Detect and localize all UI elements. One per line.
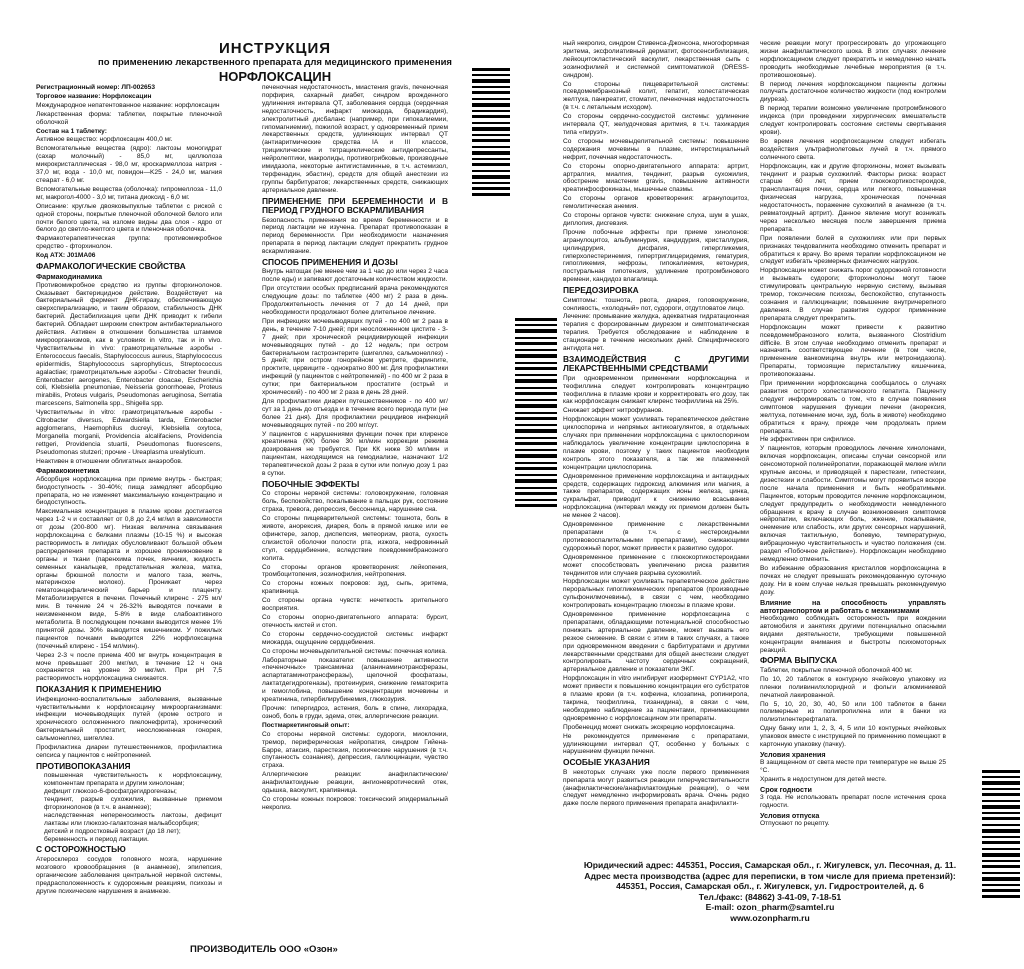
interactions-text-6: Одновременное применение с глюкокортикостероидами может способствовать увеличению риска развития тендинитов или случаев разрыва сухожилий. (563, 553, 749, 577)
side-effects-gi: Со стороны пищеварительной системы: псевдомембранозный колит, гепатит, холестатическая желтуха, панкреатит, стоматит, печеночная недостаточность (в т.ч. с летальным исходом). (563, 80, 749, 112)
interactions-text-2: Снижает эффект нитрофуранов. (563, 407, 664, 415)
description: Описание: круглые двояковыпуклые таблетки с риской с одной стороны, покрытые пленочной оболочкой белого или почти белого цвета, на изломе видны два слоя - ядро от белого до светло-желтого цвета и пленочная оболочка. (36, 202, 222, 234)
heading-dispensing: Условия отпуска (760, 810, 820, 820)
heading-release-form: ФОРМА ВЫПУСКА (760, 655, 838, 666)
caution-text: Атеросклероз сосудов головного мозга, нарушение мозгового кровообращения (в анамнезе), эпилепсия, органические заболевания центральной нервной системы, предрасположенность к судорожным реакциям, психозы и другие психические нарушения в анамнезе. (36, 855, 222, 895)
page-subtitle: по применению лекарственного препарата для медицинского применения (98, 57, 452, 68)
storage-text: В защищенном от света месте при температуре не выше 25 °С. (760, 759, 946, 775)
heading-overdose: ПЕРЕДОЗИРОВКА (563, 285, 639, 296)
website: www.ozonpharm.ru (730, 912, 810, 923)
side-effects-text-6: Со стороны опорно-двигательного аппарата: бурсит, отечность кистей и стоп. (262, 614, 448, 629)
pharmacodynamics-text-2: Чувствительны in vitro: грамотрицательные аэробы - Citrobacter diversus, Edwardsiella tarda, Enterobacter agglomerans, Haemophilus ducreyi, Klebsiella oxytoca, Morganella morganii, Providencia alcalifaciens, Providencia rettgeri, Providencia stuartii, Pseudomonas fluorescens, Pseudomonas stutzeri; прочие - Ureaplasma urealyticum. (36, 409, 222, 456)
dosage-text-5: У пациентов с нарушениями функции почек при клиренсе креатинина (КК) более 30 мл/мин коррекции режима дозирования не требуется. При КК ниже 30 мл/мин и пациентам, находящимся на гемодиализе, назначают 1/2 терапевтической дозы 2 раза в сутки или полную дозу 1 раз в сутки. (262, 430, 448, 478)
dosage-text: Внутрь натощак (не менее чем за 1 час до или через 2 часа после еды) и запивают достаточным количеством жидкости. (262, 268, 448, 284)
pharmacodynamics-text: Противомикробное средство из группы фторхинолонов. Оказывает бактерицидное действие. Воздействует на бактериальный фермент ДНК-гиразу, обеспечивающую сверхспирализацию, и таким образом, стабильность ДНК бактерий. Дестабилизация цепи ДНК приводит к гибели бактерий. Обладает широким спектром антибактериального действия. Активен в отношении большинства штаммов микроорганизмов, как в условиях in vitro, так и in vivo. Чувствительны in vivo: грамотрицательные аэробы - Enterococcus faecalis, Staphylococcus aureus, Staphylococcus epidermidis, Staphylococcus saprophyticus, Streptococcus agalactiae; грамотрицательные аэробы - Citrobacter freundii, Enterobacter aerogenes, Enterobacter cloacae, Escherichia coli, Klebsiella pneumoniae, Neisseria gonorrhoeae, Proteus mirabilis, Proteus vulgaris, Pseudomonas aeruginosa, Serratia marcescens, Salmonella spp., Shigella spp. (36, 281, 222, 408)
heading-indications: ПОКАЗАНИЯ К ПРИМЕНЕНИЮ (36, 684, 162, 695)
dosage-form: Лекарственная форма: таблетки, покрытые пленочной оболочкой (36, 110, 222, 126)
side-effects-text: Со стороны нервной системы: головокружение, головная боль, беспокойство, покалывание в пальцах рук, состояние страха, тревога, депрессия, бессонница, нарушение сна. (262, 490, 448, 514)
special-text-j: Не эффективен при сифилисе. (760, 436, 856, 444)
heading-driving: Влияние на способность управлять автотранспортом и работать с механизмами (760, 597, 946, 615)
overdose-text-2: Лечение: промывание желудка, адекватная гидратационная терапия с форсированным диурезом и симптоматическая терапия. Требуется обследование и наблюдение в стационаре в течение нескольких дней. Специфического антидота нет. (563, 313, 749, 353)
side-effects-text-5: Со стороны органа чувств: нечеткость зрительного восприятия. (262, 597, 448, 613)
pharm-group: Фармакотерапевтическая группа: противомикробное средство - фторхинолон. (36, 235, 222, 251)
phone-fax: Тел./факс: (84862) 3-41-09, 7-18-51 (698, 891, 842, 902)
special-instructions-text: В некоторых случаях уже после первого применения препарата могут развиться реакции гиперчувствительности (анафилактические/анафилактоидные реакции), о чем следует немедленно информировать врача. Очень редко даже после первого применения препарата анафилакти- (563, 768, 749, 808)
document-header (40, 40, 510, 85)
heading-special-instructions: ОСОБЫЕ УКАЗАНИЯ (563, 757, 650, 768)
interactions-text-9: Норфлоксацин in vitro ингибирует изофермент CYP1A2, что может привести к повышению концентрации его субстратов в плазме крови (в т.ч. кофеина, клозапина, ропинирола, такрина, теофиллина, тизанидина), в связи с чем, необходимо наблюдение за пациентами, принимающими одновременно с норфлоксацином эти препараты. (563, 675, 749, 722)
manufacturer-address (560, 860, 980, 924)
dosage-text-3: При инфекциях мочевыводящих путей - по 400 мг 2 раза в день, в течение 7-10 дней; при неосложненном цистите - 3-7 дней; при хронической рецидивирующей инфекции мочевыводящих путей - до 12 недель; при остром бактериальном гастроэнтерите (шигеллез, сальмонеллез) - 5 дней; при остром гонорейном уретрите, фарингите, проктите, цервиците - однократно 800 мг. Для профилактики инфекций (у пациентов с нейтропенией) - по 400 мг 2 раза в сутки; при бактериальном простатите (острый и хронический) - по 400 мг 2 раза в день 28 дней. (262, 317, 448, 397)
dispensing-text: Отпускают по рецепту. (760, 820, 830, 828)
indications-text-2: Профилактика диареи путешественников, профилактика сепсиса у пациентов с нейтропенией. (36, 744, 222, 759)
side-effects-text-8: Со стороны мочевыделительной системы: почечная колика. (262, 647, 447, 655)
page-title: ИНСТРУКЦИЯ (218, 40, 332, 57)
side-effects-text-7: Со стороны сердечно-сосудистой системы: инфаркт миокарда, ощущение сердцебиения. (262, 630, 448, 646)
list-item: • детский и подростковый возраст (до 18 лет); (44, 828, 222, 836)
legal-address: Юридический адрес: 445351, Россия, Самарская обл., г. Жигулевск, ул. Песочная, д. 11. (583, 860, 957, 870)
heading-interactions: ВЗАИМОДЕЙСТВИЯ С ДРУГИМИ ЛЕКАРСТВЕННЫМИ СРЕДСТВАМИ (563, 353, 749, 374)
trade-name: Торговое название: Норфлоксацин (36, 92, 152, 100)
indications-text: Инфекционно-воспалительные заболевания, вызванные чувствительными к норфлоксацину микроорганизмами: инфекции мочевыводящих путей (кроме острого и хронического осложненного пиелонефрита), хронический бактериальный простатит, неосложненная гонорея, сальмонеллез, шигеллез. (36, 695, 222, 743)
composition: Состав на 1 таблетку: (36, 127, 107, 135)
storage-text-2: Хранить в недоступном для детей месте. (760, 775, 887, 783)
email: E-mail: ozon_pharm@samtel.ru (705, 902, 835, 913)
heading-pharmacokinetics: Фармакокинетика (36, 466, 100, 476)
dosage-text-4: Для профилактики диареи путешественников - по 400 мг/сут за 1 день до отъезда и в течение всего периода пути (не более 21 дня). Для профилактики рецидивов инфекций мочевыводящих путей - по 200 мг/сут. (262, 397, 448, 429)
column-3 (563, 40, 749, 850)
excipients-core: Вспомогательные вещества (ядро): лактозы моногидрат (сахар молочный) - 85,0 мг, целлюлоза микрокристаллическая - 98,0 мг, кроскармеллоза натрия - 37,0 мг, вода - 10,0 мг, повидон—K25 - 24,0 мг, магния стеарат - 6,0 мг. (36, 145, 222, 184)
interactions-text-11: Не рекомендуется применение с препаратами, удлиняющими интервал QT, особенно у больных с нарушением функции печени. (563, 732, 749, 756)
special-text-g: Норфлоксацин может снижать порог судорожной готовности и вызывать судороги; фторхинолоны могут также стимулировать центральную нервную систему, вызывая тремор, токсические психозы, беспокойство, спутанность сознания и галлюцинации; повышение внутричерепного давления. В случае развития судорог применение препарата следует прекратить. (760, 267, 946, 322)
release-form-text-4: Одну банку или 1, 2, 3, 4, 5 или 10 контурных ячейковых упаковок вместе с инструкцией по применению помещают в картонную упаковку (пачку). (760, 725, 946, 749)
side-effects-text-14: Со стороны кожных покровов: токсический эпидермальный некролиз. (262, 795, 448, 811)
production-address: 445351, Россия, Самарская обл., г. Жигулевск, ул. Гидростроителей, д. 6 (616, 881, 924, 892)
list-item: • дефицит глюкозо-6-фосфатдегидрогеназы; (44, 788, 222, 796)
contraindications-list (36, 772, 222, 843)
special-text-l: Во избежание образования кристаллов норфлоксацина в почках не следует превышать рекомендованную суточную дозу. Ни в коем случае нельзя превышать рекомендуемую дозу. (760, 564, 946, 596)
interactions-text-3: Норфлоксацин может усиливать терапевтическое действие циклоспорина и непрямых антикоагулянтов, в отдельных случаях при применении норфлоксацина с циклоспорином наблюдалось увеличение концентрации циклоспорина в плазме крови, поэтому у таких пациентов необходим контроль этого показателя, а так же плазменной концентрации циклоспорина. (563, 416, 749, 471)
special-text-c: В период терапии возможно увеличение протромбинового индекса (при проведении хирургических вмешательств следует контролировать состояние системы свертывания крови). (760, 105, 946, 136)
list-item: • тендинит, разрыв сухожилия, вызванные приемом фторхинолонов (в т.ч. в анамнезе); (44, 796, 222, 812)
release-form-text-2: По 10, 20 таблеток в контурную ячейковую упаковку из пленки поливинилхлоридной и фольги алюминиевой печатной лакированной. (760, 675, 946, 699)
special-text-e: Норфлоксацин, как и другие фторхиноны, может вызывать тендинит и разрыв сухожилий. Факторы риска: возраст старше 60 лет, прием глюкокортикостероидов, трансплантация почки, сердца или легкого, повышенная физическая нагрузка, хроническая почечная недостаточность, поражение сухожилий в анамнезе (в т.ч. ревматоидный артрит). Данное явление могут возникать через несколько месяцев после завершения приема препарата. (760, 162, 946, 233)
side-effects-blood: Со стороны органов кроветворения: агранулоцитоз, гемолитическая анемия. (563, 195, 749, 211)
active-substance: Активное вещество: норфлоксацин 400,0 мг. (36, 136, 173, 144)
side-effects-senses: Со стороны органов чувств: снижение слуха, шум в ушах, диплопия, дисгевзия. (563, 212, 749, 227)
shelf-life-text: 3 года. Не использовать препарат после истечения срока годности. (760, 794, 946, 809)
reg-number: Регистрационный номер: ЛП-002653 (36, 84, 155, 91)
special-text-a: ческие реакции могут прогрессировать до угрожающего жизни анафилактического шока. В этих случаях лечение норфлоксацином следует прекратить и немедленно начать проводить необходимые лечебные мероприятия (в т.ч. противошоковые). (760, 40, 946, 79)
interactions-text-8: Одновременное применение норфлоксацина с препаратами, обладающими потенциальной способностью понижать артериальное давление, может вызвать его резкое снижение. В связи с этим в таких случаях, а также при одновременном введении с барбитуратами и другими лекарственными средствами для общей анестезии следует контролировать частоту сердечных сокращений, артериальное давление и показатели ЭКГ. (563, 611, 749, 674)
column-4 (760, 40, 946, 850)
side-effects-text-13: Аллергические реакции: анафилактические/анафилактоидные реакции, ангионевротический отек, одышка, васкулит, крапивница. (262, 771, 448, 795)
heading-shelf-life: Срок годности (760, 784, 812, 794)
side-effects-other: Прочие побочные эффекты при приеме хинолонов: агранулоцитоз, альбуминурия, кандидурия, кристаллурия, цилиндрурия, дисфагия, гипергликемия, гиперхолестеринемия, гипертриглицеридемия, гематурия, гипогликемия, нефрозы, гипокалиемия, кетонурия, постуральная гипотензия, удлинение протромбинового времени, кандидоз влагалища. (563, 228, 749, 284)
list-item: • беременность и период лактации. (44, 836, 222, 844)
interactions-text-5: Одновременное применение с лекарственными препаратами (в т.ч. с нестероидными противовоспалительными препаратами), снижающими судорожный порог, может привести к развитию судорог. (563, 521, 749, 552)
release-form-text: Таблетки, покрытые пленочной оболочкой 400 мг. (760, 666, 913, 674)
barcode-top-right (472, 68, 510, 198)
producer: ПРОИЗВОДИТЕЛЬ ООО «Озон» (190, 944, 338, 955)
pharmacodynamics-text-3: Неактивен в отношении облигатных анаэробов. (36, 457, 183, 465)
side-effects-text-3: Со стороны органов кроветворения: лейкопения, тромбоцитопения, эозинофилия, нейтропения. (262, 563, 448, 579)
caution-continued: печеночная недостаточность, миастения gravis, печеночная порфирия, сахарный диабет, синдром врожденного удлинения интервала QT, заболевания сердца (сердечная недостаточность, инфаркт миокарда, брадикардия), электролитный дисбаланс (например, при гипокалиемии, гипомагниемии), пожилой возраст, у одновременный прием лекарственных средств, удлиняющих интервал QT (антиаритмические средства IA и III классов, трициклические и тетрациклические антидепрессанты, нейролептики, макролиды, противогрибковые, производные имидазола, некоторые антигистаминные, в т.ч. астемизол, терфенадин, эбастин), средств для общей анестезии из группы барбитуратов; лекарственных средств, снижающих артериальное давление. (262, 84, 448, 194)
special-text-k: У пациентов, которым проводилось лечение хинолонами, включая норфлоксацин, описаны случаи сенсорной или сенсомоторной полинейропатии, поражающей мелкие и/или крупные аксоны, и приводящей к парестезии, гипестезии, дизестезии и слабости. Симптомы могут проявиться вскоре после начала применения и быть необратимыми. Пациентов, которым проводится лечение норфлоксацином, следует предупредить о необходимости немедленного обращения к врачу в случае возникновения симптомов нейропатии, включающих боль, жжение, покалывание, онемение или слабость, или других сенсорных нарушений, включая тактильную, болевую, температурную, вибрационную чувствительность и чувство положения (см. раздел «Побочное действие»). Норфлоксацин необходимо немедленно отменить. (760, 445, 946, 563)
barcode-bottom-right (982, 770, 1020, 900)
side-effects-text-12: Со стороны нервной системы: судороги, миоклонии, тремор, периферическая нейропатия, синдром Гийена-Барре, атаксия, парестезия, психические нарушения (в т.ч. спутанность сознания), депрессия, галлюцинации, чувство страха. (262, 730, 448, 770)
dosage-text-2: При отсутствии особых предписаний врача рекомендуются следующие дозы: по таблетке (400 мг) 2 раза в день. Продолжительность лечения от 7 до 14 дней, при необходимости продолжают более длительное лечение. (262, 285, 448, 316)
list-item: • наследственная непереносимость лактозы, дефицит лактазы или глюкозо-галактозная мальабсорбция; (44, 812, 222, 828)
heading-caution: С ОСТОРОЖНОСТЬЮ (36, 844, 126, 855)
side-effects-cardio: Со стороны сердечно-сосудистой системы: удлинение интервала QT, желудочковая аритмия, в т.ч. тахикардия типа «пируэт». (563, 113, 749, 136)
overdose-text: Симптомы: тошнота, рвота, диарея, головокружение, сонливость, «холодный» пот, судороги, отдутловатое лицо. (563, 296, 749, 312)
heading-contraindications: ПРОТИВОПОКАЗАНИЯ (36, 760, 131, 771)
production-address-label: Адрес места производства (адрес для переписки, в том числе для приема претензий): (584, 870, 956, 881)
excipients-shell: Вспомогательные вещества (оболочка): гипромеллоза - 11,0 мг, макрогол-4000 - 3,0 мг, титана диоксид - 6,0 мг. (36, 185, 222, 201)
heading-pharmacology: ФАРМАКОЛОГИЧЕСКИЕ СВОЙСТВА (36, 261, 186, 272)
special-text-b: В период лечения норфлоксацином пациенты должны получать достаточное количество жидкости (под контролем диуреза). (760, 80, 946, 104)
column-1 (36, 84, 222, 929)
interactions-text: При одновременном применении норфлоксацина и теофиллина следует контролировать концентрацию теофиллина в плазме крови и корректировать его дозу, так как норфлоксацин снижает клиренс теофиллина на 25%. (563, 374, 749, 406)
heading-pharmacodynamics: Фармакодинамика (36, 272, 103, 282)
heading-dosage: СПОСОБ ПРИМЕНЕНИЯ И ДОЗЫ (262, 257, 398, 268)
inn: Международное непатентованное название: норфлоксацин (36, 101, 220, 109)
pregnancy-text: Безопасность применения во время беременности и в период лактации не изучена. Препарат противопоказан в период беременности. При необходимости назначения препарата в период лактации следует прекратить грудное вскармливание. (262, 216, 448, 256)
side-effects-text-10: Прочие: гипергидроз, астения, боль в спине, лихорадка, озноб, боль в груди, эдема, отек, аллергические реакции. (262, 704, 448, 720)
side-effects-text-11: Постмаркетинговый опыт: (262, 721, 350, 729)
side-effects-text-2: Со стороны пищеварительной системы: тошнота, боль в животе, анорексия, диарея, боль в прямой кишке или ее сфинктере, запор, диспепсия, метеоризм, рвота, сухость слизистой оболочки полости рта, изжога, нефровинный стул, сердцебиение, вследствие псевдомембранозного колита. (262, 515, 448, 562)
release-form-text-3: По 5, 10, 20, 30, 40, 50 или 100 таблеток в банки полимерные из полипропилена или в банки из полиэтилентерефталата. (760, 700, 946, 724)
side-effects-continued: ный некролиз, синдром Стивенса-Джонсона, многоформная эритема, эксфолиативный дерматит, фотосенсибилизация, лейкоцитокластический васкулит, лекарственная сыпь с эозинофилией и системной симптоматикой (DRESS-синдром). (563, 40, 749, 79)
heading-side-effects: ПОБОЧНЫЕ ЭФФЕКТЫ (262, 479, 360, 489)
special-text-f: При появлении болей в сухожилиях или при первых признаках тендовагинита необходимо отменить препарат и обратиться к врачу. Во время терапии норфлоксацином не следует избегать чрезмерных физических нагрузок. (760, 234, 946, 266)
side-effects-text-9: Лабораторные показатели: повышение активности «печеночных» трансаминаз (аланинаминотрансферазы, аспартатаминотрансферазы), щелочной фосфатазы, лактатдегидрогеназы), протеинурия, снижение гематокрита и гемоглобина, повышение концентрации мочевины и креатинина, гипербилирубинемия, глюкозурия. (262, 656, 448, 704)
column-2 (262, 84, 448, 929)
side-effects-urinary: Со стороны мочевыделительной системы: повышение содержания мочевины в плазме, интерстициальный нефрит, почечная недостаточность. (563, 137, 749, 161)
barcode-middle (515, 318, 557, 508)
side-effects-musculo: Со стороны опорно-двигательного аппарата: артрит, артралгия, миалгия, тендинит, разрыв сухожилия, обострение миастении gravis, повышение активности креатинфосфокиназы, мышечные спазмы. (563, 162, 749, 194)
interactions-text-4: Одновременное применение норфлоксацина и антацидных средств, содержащих гидроксид алюминия или магния, а также препаратов, содержащих ионы железа, цинка, сукральфат, приводит к снижению всасывания норфлоксацина (интервал между их приемом должен быть не менее 2 часов). (563, 472, 749, 520)
list-item: • повышенная чувствительность к норфлоксацину, компонентам препарата и другим хинолонам; (44, 772, 222, 788)
side-effects-text-4: Со стороны кожных покровов: зуд, сыпь, эритема, крапивница. (262, 580, 448, 596)
special-text-h: Норфлоксацин может привести к развитию псевдомембранозного колита, вызванного Clostridium difficile. В этом случае необходимо отменить препарат и назначить соответствующее лечение (в том числе, применение ванкомицина внутрь или метронидазола). Препараты, тормозящие перистальтику кишечника, противопоказаны. (760, 323, 946, 379)
pharmacokinetics-text-2: Максимальная концентрация в плазме крови достигается через 1-2 ч и составляет от 0,8 до 2,4 мг/мл в зависимости от дозы (200-800 мг). Низкая величина связывания норфлоксацина с белками плазмы (10-15 %) и высокая растворимость в липидах обусловливают большой объем распределения препарата и хорошее проникновение в органы и ткани (паренхима почек, яичники, жидкость семенных канальцев, предстательная железа, матка, органы брюшной полости и малого таза, желчь, материнское молоко). Проникает через гематоэнцефалический барьер и плаценту. Метаболизируется в печени. Почечный клиренс - 275 мл/мин. В течение 24 ч 26-32% выводятся почками в неизмененном виде, 5-8% в виде слабоактивного метаболита. В последующем почками выводится менее 1% принятой дозы. 30% выводится кишечником. У пожилых пациентов почками выводится 22% норфлоксацина (почечный клиренс - 154 мл/мин). (36, 508, 222, 650)
atc-code: Код АТХ: J01MA06 (36, 252, 96, 260)
heading-storage: Условия хранения (760, 749, 826, 759)
special-text-i: При применении норфлоксацина сообщалось о случаях развития острого холестатического гепатита. Пациенту следует информировать о том, что в случае появления симптомов нарушения функции печени (анорексия, желтуха, потемнение мочи, зуд, боль в животе) необходимо обратиться к врачу, прежде чем продолжать прием препарата. (760, 380, 946, 435)
special-text-d: Во время лечения норфлоксацином следует избегать воздействия ультрафиолетовых лучей в т.ч. прямого солнечного света. (760, 137, 946, 161)
pharmacokinetics-text-3: Через 2-3 ч после приема 400 мг внутрь концентрация в моче превышает 200 мкг/мл, в течение 12 ч она сохраняется на уровне 30 мкг/мл. При pH 7,5 растворимость норфлоксацина снижается. (36, 651, 222, 683)
heading-pregnancy: ПРИМЕНЕНИЕ ПРИ БЕРЕМЕННОСТИ И В ПЕРИОД ГРУДНОГО ВСКАРМЛИВАНИЯ (262, 195, 448, 216)
drug-name: НОРФЛОКСАЦИН (218, 69, 332, 84)
interactions-text-7: Норфлоксацин может усиливать терапевтическое действие пероральных гипогликемических препаратов (производные сульфонилмочевины), в связи с чем, необходимо контролировать концентрацию глюкозы в плазме крови. (563, 578, 749, 610)
driving-text: Необходимо соблюдать осторожность при вождении автомобиля и занятиях другими потенциально опасными видами деятельности, требующими повышенной концентрации внимания и быстроты психомоторных реакций. (760, 614, 946, 654)
pharmacokinetics-text: Абсорбция норфлоксацина при приеме внутрь - быстрая; биодоступность - 30-40%; пища замедляет абсорбцию препарата, но не изменяет максимальную концентрацию и биодоступность. (36, 475, 222, 507)
interactions-text-10: Пробенецид может снижать экскрецию норфлоксацина. (563, 723, 736, 731)
